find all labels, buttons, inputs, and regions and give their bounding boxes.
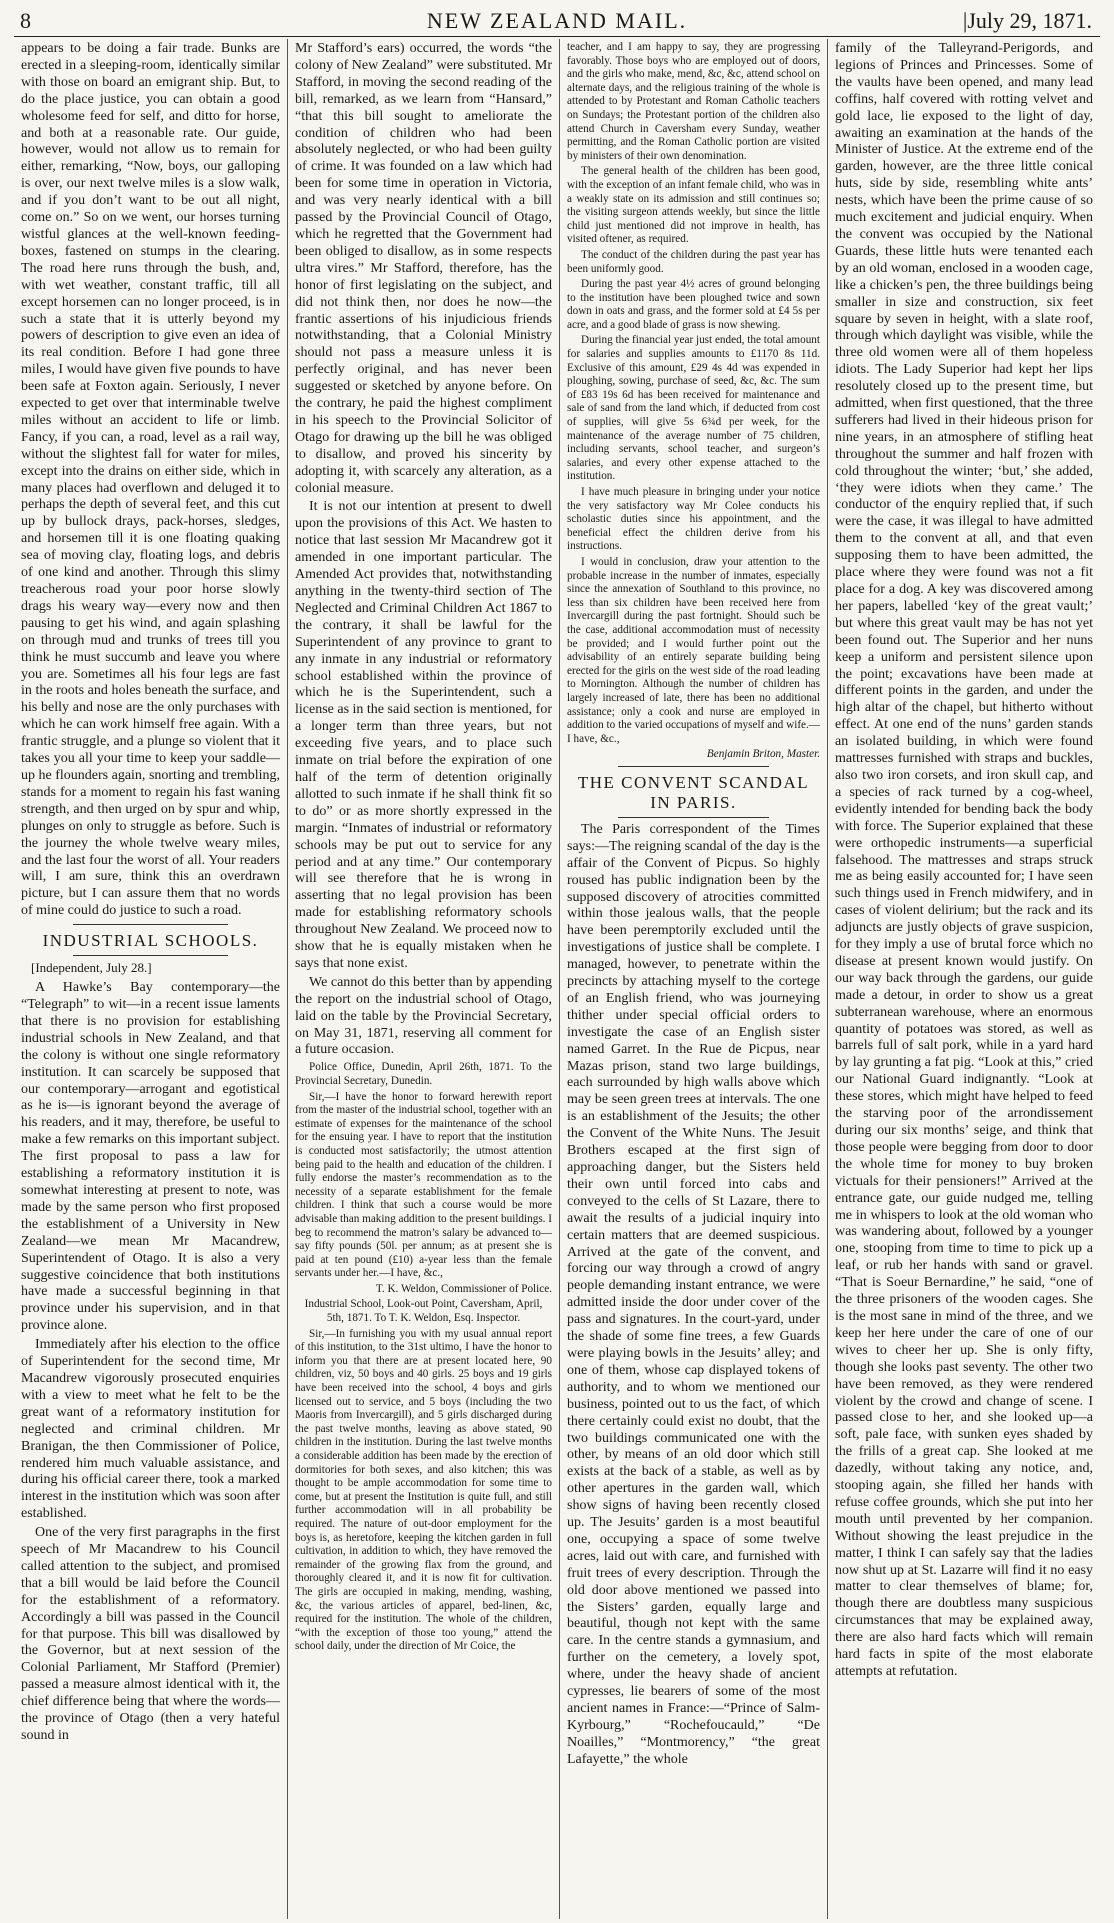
article-paragraph: A Hawke’s Bay contemporary—the “Telegraph” to wit—in a recent issue laments that there is no provision for establishing industrial schools in New Zealand, and that the colony is without one single reformatory institution. It can scarcely be supposed that our contemporary—arrogant and egotistical as he is—is ignorant beyond the average of his readers, and it may, therefore, be useful to make a few remarks on this important subject. The first proposal to pass a law for establishing a reformatory institution it is somewhat interesting at present to note, was made by the same person who first proposed the establishment of a University in New Zealand—we mean Mr Macandrew, Superintendent of Otago. It is also a very suggestive coincidence that both institutions have made a successful beginning in that province under his supervision, and in that province alone. bbox=[21, 980, 280, 1334]
page-number: 8 bbox=[20, 8, 31, 33]
article-paragraph: We cannot do this better than by appending the report on the industrial school of Otago, laid on the table by the Provincial Secretary, on May 31, 1871, reserving all comment for a future occasion. bbox=[295, 974, 552, 1058]
article-paragraph: appears to be doing a fair trade. Bunks are erected in a sleeping-room, identically similar with those on board an emigrant ship. But, to do the place justice, you can obtain a good wholesome feed for self, and ditto for horse, and both at a reasonable rate. Our guide, however, would not allow us to remain for either, remarking, “Now, boys, our galloping is over, our next twelve miles is a slow walk, and if you don’t want to be out all night, come on.” So on we went, our horses turning wistful glances at the well-known feeding-boxes, fastened on stumps in the clearing. The road here runs through the bush, and, with wet weather, constant traffic, till all except horsemen can no longer proceed, is in such a state that it is utterly beyond my powers of description to give even an idea of its real condition. Before I had gone three miles, I would have given five pounds to have been safe at Foxton again. Seriously, I never expected to get over that interminable twelve miles without an accident to life or limb. Fancy, if you can, a road, level as a rail way, without the slightest fall for water for miles, except into the drains on either side, which in many places had overflown and deluged it to perhaps the depth of several feet, and this cut up by bullock drays, pack-horses, sledges, and horsemen till it is one floating quaking sea of moving clay, floating logs, and debris of one kind and another. Through this slimy treacherous road your poor horse slowly drags his weary way—every now and then pausing to get his wind, and again splashing on through mud and trunks of trees till you think he must succumb and leave you where you are. Sometimes all his four legs are fast in the roots and holes beneath the surface, and his belly and nose are the only purchases with which he can work himself free again. With a frantic struggle, and a plunge so violent that it takes you all your time to keep your saddle—up he flounders again, snorting and trembling, stands for a moment to regain his fast waning strength, and then urged on by spur and whip, plunges on only to struggle as before. Such is the journey the whole twelve weary miles, and the last four the worst of all. Your readers will, I am sure, think this an overdrawn picture, but I can assure them that no words of mine could do justice to such a road. bbox=[21, 41, 280, 919]
letter-body: The conduct of the children during the past year has been uniformly good. bbox=[567, 248, 820, 275]
column-4 bbox=[828, 39, 1100, 1919]
article-paragraph: Mr Stafford’s ears) occurred, the words “the colony of New Zealand” were substituted. Mr Stafford, in moving the second reading of the bill, remarked, as we learn from “Hansard,” “that this bill sought to ameliorate the condition of children who had been absolutely neglected, or who had been guilty of crime. It was founded on a law which had been for some time in operation in Victoria, and was very nearly identical with a bill passed by the Provincial Council of Otago, which he regretted that the Government had been obliged to disallow, as in some respects ultra vires.” Mr Stafford, therefore, has the honor of first legislating on the subject, and did not think then, nor does he now—the frantic assertions of his injudicious friends notwithstanding, that a Colonial Ministry should not pass a measure unless it is perfectly original, and has never been suggested or sketched by anyone before. On the contrary, he paid the highest compliment in his speech to the Provincial Solicitor of Otago for drawing up the bill he was obliged to disallow, and proved his sincerity by adopting it, with scarcely any alteration, as a colonial measure. bbox=[295, 41, 552, 496]
article-heading: THE CONVENT SCANDAL IN PARIS. bbox=[577, 772, 810, 812]
letter-body: Sir,—I have the honor to forward herewith report from the master of the industrial school, together with an estimate of expenses for the maintenance of the school for the ensuing year. I have to report that the institution is conducted most satisfactorily; the utmost attention being paid to the health and education of the children. I fully endorse the master’s recommendation as to the necessity of a separate establishment for the female children. I think that such a course would be more advisable than making addition to the present buildings. I beg to recommend the matron’s salary be advanced to—say fifty pounds (50l. per annum; as at present she is paid at ten pound (£10) a-year less than the female servants under her.—I have, &c., bbox=[295, 1090, 552, 1280]
letter-signature: Benjamin Briton, Master. bbox=[706, 748, 820, 761]
issue-date: |July 29, 1871. bbox=[962, 8, 1092, 33]
divider bbox=[73, 955, 228, 956]
letter-body: The general health of the children has been good, with the exception of an infant female child, who was in a weakly state on its admission and still continues so; the visiting surgeon attends weekly, but since the little child just mentioned did not improve in health, has visited oftener, as required. bbox=[567, 165, 820, 246]
letter-body: I would in conclusion, draw your attention to the probable increase in the number of inmates, especially since the annexation of Southland to this province, no less than six children have been received here from Invercargill during the past fortnight. Should such be the case, additional accommodation must of necessity be provided; and I would further point out the advisability of an entirely separate building being erected for the girls on the west side of the road leading to Mornington. Although the number of children has largely increased of late, there has been no additional assistance; only a cook and nurse are employed in addition to the varied occupations of myself and wife.—I have, &c., bbox=[567, 555, 820, 745]
article-paragraph: Immediately after his election to the office of Superintendent for the second time, Mr Macandrew vigorously prosecuted enquiries with a view to meet what he felt to be the great want of a reformatory institution for neglected and criminal children. Mr Branigan, the then Commissioner of Police, rendered him much valuable assistance, and during his official career there, took a marked interest in the institution which was soon after established. bbox=[21, 1337, 280, 1522]
letter-signature: T. K. Weldon, Commissioner of Police. bbox=[375, 1282, 552, 1295]
letter-address: Industrial School, Look-out Point, Caversham, April, 5th, 1871. To T. K. Weldon, Esq. Inspector. bbox=[304, 1298, 543, 1325]
letter-body: teacher, and I am happy to say, they are progressing favorably. Those boys who are employed out of doors, and the girls who make, mend, &c, &c, attend school on alternate days, and the religious training of the whole is attended to by Protestant and Roman Catholic teachers on Sundays; the Protestant portion of the children also attend Church in Caversham every Sunday, weather permitting, and the Roman Catholic portion are visited by ministers of their own denomination. bbox=[567, 41, 820, 162]
article-paragraph: One of the very first paragraphs in the first speech of Mr Macandrew to his Council called attention to the subject, and promised that a bill would be laid before the Council for the establishment of a reformatory. Accordingly a bill was passed in the Council for that purpose. This bill was disallowed by the Governor, but at next session of the Colonial Parliament, Mr Stafford (Premier) passed a measure almost identical with it, the chief difference being that where the words—the province of Otago (then a very hateful sound in bbox=[21, 1525, 280, 1743]
article-source: [Independent, July 28.] bbox=[31, 960, 152, 976]
newspaper-title: NEW ZEALAND MAIL. bbox=[426, 8, 688, 33]
column-2 bbox=[288, 39, 560, 1919]
column-1 bbox=[14, 39, 288, 1919]
letter-body: During the past year 4½ acres of ground belonging to the institution have been ploughed twice and sown down in oats and grass, and the former sold at £4 5s per acre, and a good blade of grass is now shewing. bbox=[567, 278, 820, 331]
letter-address: Police Office, Dunedin, April 26th, 1871. To the Provincial Secretary, Dunedin. bbox=[295, 1061, 552, 1087]
masthead bbox=[14, 6, 1100, 37]
divider bbox=[73, 924, 228, 925]
divider bbox=[618, 817, 770, 818]
letter-body: I have much pleasure in bringing under your notice the very satisfactory way Mr Colee conducts his scholastic duties since his appointment, and the beneficial effect the children derive from his instructions. bbox=[567, 486, 820, 553]
article-paragraph: The Paris correspondent of the Times says:—The reigning scandal of the day is the affair of the Convent of Picpus. So highly roused has public indignation been by the supposed discovery of atrocities committed within those jealous walls, that the people have been peremptorily excluded until the investigations of justice shall be complete. I managed, however, to penetrate within the precincts by attaching myself to the cortege of an English friend, who was journeying thither under special official orders to investigate the case of an English sister named Garret. In the Rue de Picpus, near Mazas prison, stand two large buildings, each surrounded by high walls above which may be seen green trees at intervals. The one is an establishment of the Jesuits; the other the Convent of the White Nuns. The Jesuit Brothers escaped at the first sign of approaching danger, but the Sisters held their own until forced into cabs and conveyed to the cells of St Lazare, there to await the results of a judicial inquiry into certain matters that are deemed suspicious. Arrived at the gate of the convent, and forcing our way through a crowd of angry people demanding instant entrance, we were admitted inside the door under cover of the pass and signatures. In the court-yard, under the shade of some fine trees, a few Guards were playing bowls in the Jesuits’ alley; and one of them, whose cap displayed tokens of authority, and to whom we mentioned our business, pointed out to us the fact, of which there certainly could exist no doubt, that the two buildings communicated one with the other, by means of an old door which still exists at the back of a stable, as well as by other apertures in the garden wall, which show signs of having been recently closed up. The Jesuits’ garden is a most beautiful one, occupying a space of some twelve acres, laid out with care, and furnished with fruit trees of every description. Through the old door above mentioned we passed into the Sisters’ garden, equally large and beautiful, though not kept with the same care. In the centre stands a gymnasium, and further on the cemetery, a lovely spot, where, under the heavy shade of ancient cypresses, lie bearers of some of the most ancient names in France:—“Prince of Salm-Kyrbourg,” “Rochefoucauld,” “De Noailles,” “Montmorency,” “the great Lafayette,” the whole bbox=[567, 821, 820, 1767]
article-heading: INDUSTRIAL SCHOOLS. bbox=[42, 931, 259, 951]
article-paragraph: family of the Talleyrand-Perigords, and legions of Princes and Princesses. Some of the vaults have been opened, and many lead coffins, half covered with rotting velvet and gold lace, lie exposed to the light of day, awaiting an examination at the hands of the Minister of Justice. At the extreme end of the garden, however, are the three little conical huts, side by side, resembling white ants’ nests, which have been the prime cause of so much excitement and judicial enquiry. When the convent was occupied by the National Guards, these little huts were tenanted each by an old woman, enclosed in a wooden cage, like a chicken’s pen, the three buildings being smaller in size and construction, six feet square by seven in height, with a slate roof, through which daylight was visible, while the three old women were all of them hopeless idiots. The Lady Superior had kept her lips resolutely closed up to the present time, but admitted, when first questioned, that the three sufferers had lived in their hideous prison for nine years, in an atmosphere of stifling heat throughout the summer and half frozen with cold throughout the winter; ‘but,’ she added, ‘they were idiots when they came.’ The conductor of the enquiry replied that, if such were the case, it was illegal to have admitted them to the convent at all, and that even supposing them to have been admitted, the place where they were found was not a fit place for a dog. A key was discovered among her papers, labelled ‘key of the great vault;’ but where this great vault may be has not yet been found out. The Superior and her nuns keep a uniform and persistent silence upon the point; excavations have been made at different points in the garden, and under the high altar of the chapel, but hitherto without effect. At one end of the nuns’ garden stands an isolated building, in which were found mattresses furnished with straps and buckles, also two iron corsets, and iron skull cap, and a species of rack turned by a cog-wheel, evidently intended for bending back the body with force. The Superior explained that these were orthopedic instruments—a superficial falsehood. The mattresses and straps struck me as being easily accounted for; I have seen such things used in French midwifery, and in cases of violent delirium; but the rack and its adjuncts are justly objects of grave suspicion, for they imply a use of brutal force which no disease at present known would justify. On our way back through the gardens, our guide made a detour, in order to show us a great subterranean warehouse, where an enormous quantity of potatoes was stored, as well as barrels full of salt pork, while in a yard hard by lay grunting a fat pig. “Look at this,” cried our National Guard indignantly. “Look at these stores, which might have helped to feed the starving poor of the arrondissement during our six months’ seige, and think that those people were begging from door to door the whole time for money to buy broken victuals for their pensioners!” Arrived at the entrance gate, our guide nudged me, telling me in whispers to look at the old woman who was wandering about, followed by a younger one, stooping from time to time to pick up a leaf, or rub her hands with sand or gravel. “That is Soeur Bernardine,” he said, “one of the three prisoners of the wooden cages. She is the most sane in mind of the three, and we keep her here under the care of one of our wives to cheer her up. She is only fifty, though she looks past seventy. The other two have been removed, as they were rendered violent by the crowd and change of scene. I passed close to her, and she looked up—a soft, pale face, with sunken eyes shaded by the frills of a great cap. She looked at me dazedly, without taking any notice, and, stooping again, she filled her hands with refuse coffee grounds, which she put into her mouth until prevented by her companion. Without showing the least prejudice in the matter, I think I can safely say that the ladies now shut up at St. Lazarre will find it no easy matter to clear themselves of blame; for, though there are doubtless many suspicious circumstances that may be explained away, there are also hard facts which will remain hard facts in spite of the most elaborate attempts at refutation. bbox=[835, 41, 1093, 1679]
article-paragraph: It is not our intention at present to dwell upon the provisions of this Act. We hasten to notice that last session Mr Macandrew got it amended in one important particular. The Amended Act provides that, notwithstanding anything in the twenty-third section of The Neglected and Criminal Children Act 1867 to the contrary, it shall be lawful for the Superintendent of any province to grant to any inmate in any industrial or reformatory school established within the province of which he is the Superintendent, such a license as in the said section is mentioned, for a longer term than three years, but not exceeding five years, and to place such inmate on trial before the expiration of one half of the term of detention originally allotted to such inmate if he shall think fit so to do” or as more shortly expressed in the margin. “Inmates of industrial or reformatory schools may be put out to service for any period and at any time.” Our contemporary will see therefore that he is wrong in asserting that no legal provision has been made for establishing reformatory schools throughout New Zealand. We proceed now to show that he is equally mistaken when he says that none exist. bbox=[295, 499, 552, 971]
letter-body: Sir,—In furnishing you with my usual annual report of this institution, to the 31st ultimo, I have the honor to inform you that there are at present located here, 90 children, viz, 50 boys and 40 girls. 25 boys and 19 girls have been received into the school, 4 boys and girls licensed out to service, and 5 boys (including the two Maoris from Invercargill), and 5 girls discharged during the past twelve months, leaving as above stated, 90 children in the institution. During the last twelve months a considerable addition has been made by the erection of dormitories for both sexes, and also kitchen; this was thought to be ample accommodation for some time to come, but at present the Institution is quite full, and still further accommodation will in all probability be required. The nature of out-door employment for the boys is, as heretofore, keeping the kitchen garden in full cultivation, in addition to which, they have removed the remainder of the growing flax from the ground, and thoroughly cleared it, and it is now fit for cultivation. The girls are occupied in making, mending, washing, &c, the various articles of apparel, bed-linen, &c, required for the institution. The whole of the children, “with the exception of those too young,” attend the school daily, under the direction of Mr Coice, the bbox=[295, 1327, 552, 1653]
column-3 bbox=[560, 39, 828, 1919]
divider bbox=[618, 766, 770, 767]
letter-body: During the financial year just ended, the total amount for salaries and supplies amounts to £1170 8s 11d. Exclusive of this amount, £29 4s 4d was expended in ploughing, sowing, purchase of seed, &c, &c. The sum of £83 19s 6d has been received for maintenance and sale of sand from the land which, if deducted from cost of supplies, will give 5s 6¾d per week, for the maintenance of the average number of 75 children, including servants, school teacher, and surgeon’s salaries, and every other expense attached to the institution. bbox=[567, 334, 820, 483]
columns bbox=[14, 39, 1100, 1919]
